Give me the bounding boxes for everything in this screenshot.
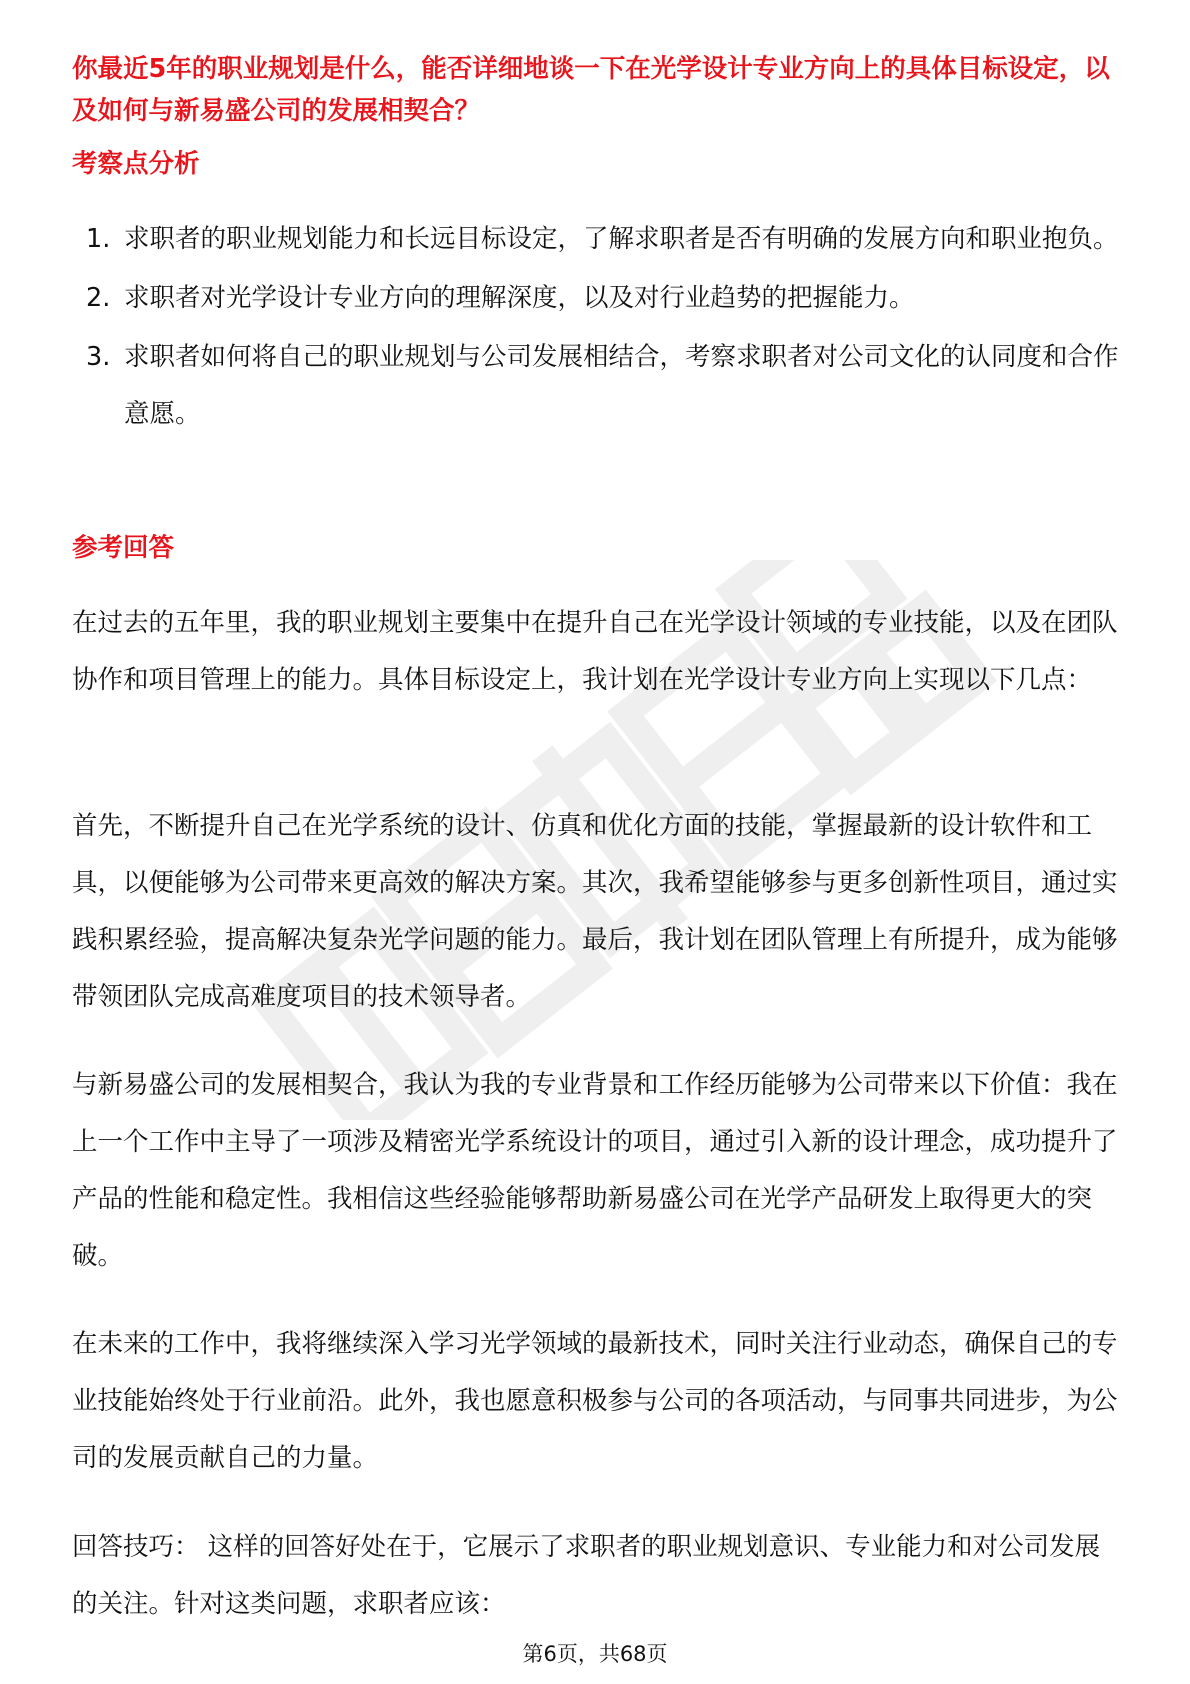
- point-text: 求职者的职业规划能力和长远目标设定，了解求职者是否有明确的发展方向和职业抱负。: [124, 224, 1119, 254]
- point-number: 2.: [86, 283, 111, 313]
- interview-question: 你最近5年的职业规划是什么，能否详细地谈一下在光学设计专业方向上的具体目标设定，以及如何与新易盛公司的发展相契合？: [72, 54, 1110, 126]
- point-number: 1.: [86, 224, 111, 254]
- point-number: 3.: [86, 342, 111, 372]
- analysis-point-list: [72, 211, 1122, 445]
- page-number: 第6页，共68页: [522, 1642, 668, 1666]
- answer-tips-paragraph: 回答技巧： 这样的回答好处在于，它展示了求职者的职业规划意识、专业能力和对公司发展的关注。针对这类问题，求职者应该：: [72, 1532, 1101, 1619]
- answer-paragraph: 首先，不断提升自己在光学系统的设计、仿真和优化方面的技能，掌握最新的设计软件和工具，以便能够为公司带来更高效的解决方案。其次，我希望能够参与更多创新性项目，通过实践积累经验，提高解决复杂光学问题的能力。最后，我计划在团队管理上有所提升，成为能够带领团队完成高难度项目的技术领导者。: [72, 811, 1118, 1012]
- section-heading-answer: 参考回答: [72, 533, 175, 563]
- answer-paragraph: 与新易盛公司的发展相契合，我认为我的专业背景和工作经历能够为公司带来以下价值：我在上一个工作中主导了一项涉及精密光学系统设计的项目，通过引入新的设计理念，成功提升了产品的性能和稳定性。我相信这些经验能够帮助新易盛公司在光学产品研发上取得更大的突破。: [72, 1070, 1118, 1271]
- answer-paragraph: 在过去的五年里，我的职业规划主要集中在提升自己在光学设计领域的专业技能，以及在团队协作和项目管理上的能力。具体目标设定上，我计划在光学设计专业方向上实现以下几点：: [72, 608, 1118, 695]
- point-text: 求职者如何将自己的职业规划与公司发展相结合，考察求职者对公司文化的认同度和合作意愿。: [124, 342, 1119, 429]
- analysis-point: [72, 329, 1122, 443]
- answer-paragraph: 在未来的工作中，我将继续深入学习光学领域的最新技术，同时关注行业动态，确保自己的专业技能始终处于行业前沿。此外，我也愿意积极参与公司的各项活动，与同事共同进步，为公司的发展贡献自己的力量。: [72, 1329, 1118, 1473]
- analysis-point: [72, 270, 1122, 327]
- section-heading-analysis: 考察点分析: [72, 149, 200, 179]
- analysis-point: [72, 211, 1122, 268]
- point-text: 求职者对光学设计专业方向的理解深度，以及对行业趋势的把握能力。: [124, 283, 915, 313]
